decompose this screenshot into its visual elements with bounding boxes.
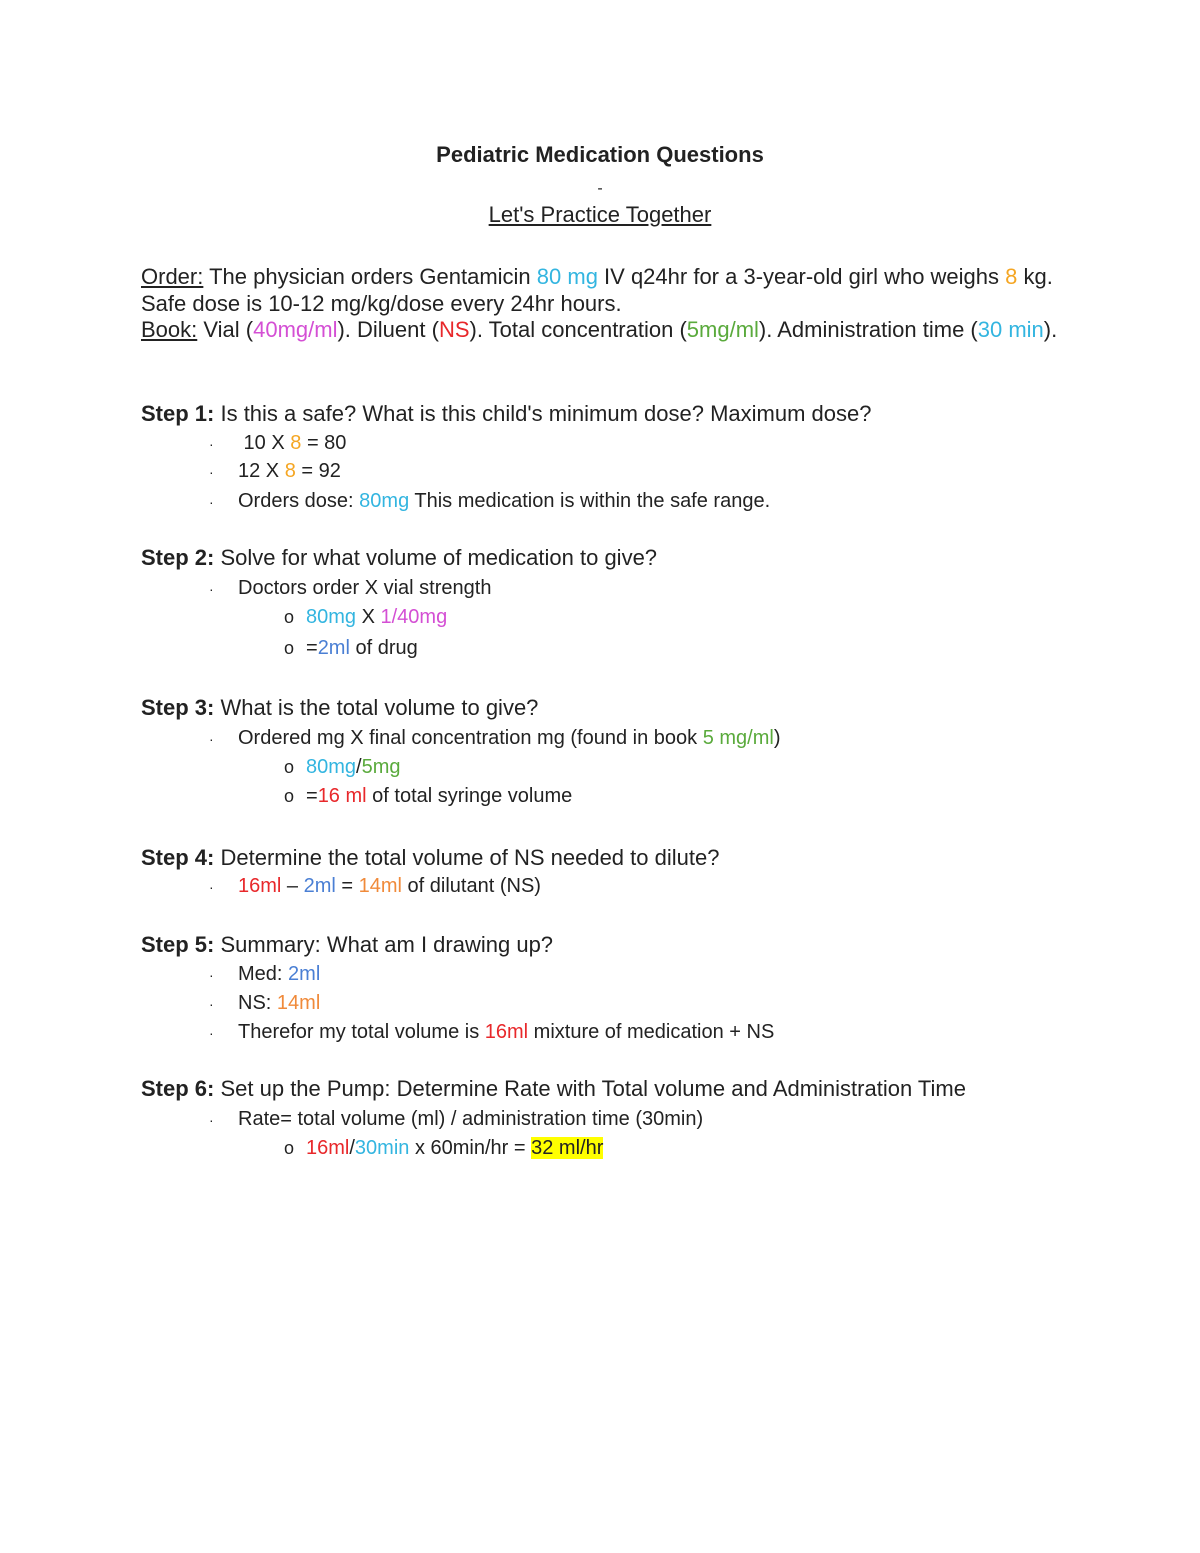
bullet-icon: · [209, 878, 214, 895]
step-question: Summary: What am I drawing up? [214, 932, 554, 957]
item-text: x 60min/hr = [409, 1137, 532, 1159]
item-text: = 92 [295, 460, 341, 482]
step-6-heading [141, 1076, 966, 1102]
total-volume-value: 16ml [306, 1137, 350, 1159]
item-text: X [356, 606, 381, 628]
list-item [209, 991, 320, 1016]
sub-list-item [284, 1136, 603, 1160]
bullet-icon: · [209, 580, 214, 597]
item-text: 12 X [238, 460, 285, 482]
item-text: This medication is within the safe range. [409, 490, 771, 512]
list-item [209, 1020, 774, 1045]
ns-volume-value: 14ml [276, 992, 321, 1014]
book-text: ). Diluent ( [337, 317, 439, 343]
sub-bullet-icon: o [284, 1138, 295, 1158]
item-text: = [306, 637, 318, 659]
sub-list-item [284, 636, 418, 660]
item-text: of total syringe volume [366, 785, 573, 807]
item-text: of dilutant (NS) [402, 875, 541, 897]
item-text: Rate= total volume (ml) / administration time (30min) [238, 1108, 704, 1130]
list-item [209, 459, 341, 484]
bullet-icon: · [209, 493, 214, 510]
weight-value: 8 [284, 460, 296, 482]
sub-list-item [284, 605, 447, 629]
item-text: NS: [238, 992, 277, 1014]
drug-volume-value: 2ml [288, 963, 321, 985]
order-label: Order: [141, 264, 204, 289]
sub-bullet-icon: o [284, 638, 295, 658]
page-subtitle: Let's Practice Together [488, 202, 712, 227]
item-text: mixture of medication + NS [528, 1021, 775, 1043]
book-text: ). Administration time ( [758, 317, 978, 343]
total-volume-value: 16ml [484, 1021, 529, 1043]
book-vial: 40mg/ml [253, 317, 338, 343]
item-text: = [335, 875, 359, 897]
book-label: Book: [141, 317, 198, 343]
item-text: / [356, 756, 362, 778]
step-1-heading [141, 401, 871, 427]
sub-list-item [284, 784, 572, 808]
ns-volume-value: 14ml [358, 875, 402, 897]
list-item [209, 962, 320, 987]
list-item [209, 1107, 703, 1132]
concentration-value: 5mg [361, 756, 401, 778]
concentration-value: 5 mg/ml [702, 727, 774, 749]
step-question: What is the total volume to give? [214, 695, 539, 720]
list-item [209, 431, 346, 456]
rate-result: 32 ml/hr [531, 1137, 604, 1159]
item-text: Ordered mg X final concentration mg (found in book [238, 727, 703, 749]
item-text: / [349, 1137, 355, 1159]
book-text: ). [1043, 317, 1058, 343]
step-2-heading [141, 545, 657, 571]
item-text: ) [773, 727, 781, 749]
order-text: The physician orders Gentamicin [203, 264, 537, 289]
page-title: Pediatric Medication Questions [436, 142, 764, 167]
dose-value: 80mg [359, 490, 410, 512]
order-dose: 80 mg [536, 264, 598, 289]
step-question: Set up the Pump: Determine Rate with Total volume and Administration Time [214, 1076, 966, 1101]
step-label: Step 1: [141, 401, 215, 426]
item-text: Med: [238, 963, 289, 985]
bullet-icon: · [209, 730, 214, 747]
total-volume-value: 16ml [238, 875, 282, 897]
bullet-icon: · [209, 1024, 214, 1041]
step-question: Is this a safe? What is this child's minimum dose? Maximum dose? [214, 401, 872, 426]
bullet-icon: · [209, 995, 214, 1012]
step-5-heading [141, 932, 553, 958]
dose-value: 80mg [306, 606, 357, 628]
sub-bullet-icon: o [284, 786, 295, 806]
item-text: Orders dose: [238, 490, 360, 512]
sub-bullet-icon: o [284, 607, 295, 627]
total-volume-value: 16 ml [317, 785, 367, 807]
step-label: Step 6: [141, 1076, 215, 1101]
vial-value: 1/40mg [380, 606, 448, 628]
order-text: IV q24hr for a 3-year-old girl who weighs [597, 264, 1006, 289]
item-text: = [306, 785, 318, 807]
drug-volume-value: 2ml [317, 637, 350, 659]
step-question: Determine the total volume of NS needed to dilute? [214, 845, 720, 870]
list-item [209, 726, 781, 751]
step-3-heading [141, 695, 538, 721]
bullet-icon: · [209, 1111, 214, 1128]
bullet-icon: · [209, 435, 214, 452]
sub-bullet-icon: o [284, 757, 295, 777]
item-text: of drug [349, 637, 418, 659]
drug-volume-value: 2ml [303, 875, 336, 897]
item-text: 10 X [238, 432, 291, 454]
time-value: 30min [354, 1137, 410, 1159]
list-item [209, 576, 491, 601]
step-label: Step 3: [141, 695, 215, 720]
list-item [209, 489, 770, 514]
weight-value: 8 [290, 432, 302, 454]
order-block [141, 264, 1061, 344]
sub-list-item [284, 755, 401, 779]
item-text: Doctors order X vial strength [238, 577, 492, 599]
step-4-heading [141, 845, 719, 871]
item-text: Therefor my total volume is [238, 1021, 485, 1043]
item-text: = 80 [301, 432, 347, 454]
book-text: ). Total concentration ( [469, 317, 687, 343]
step-question: Solve for what volume of medication to give? [214, 545, 658, 570]
list-item [209, 874, 541, 899]
book-text: Vial ( [197, 317, 254, 343]
item-text: – [281, 875, 304, 897]
book-concentration: 5mg/ml [686, 317, 759, 343]
title-separator: - [597, 180, 603, 197]
bullet-icon: · [209, 463, 214, 480]
order-weight: 8 [1005, 264, 1018, 289]
step-label: Step 2: [141, 545, 215, 570]
bullet-icon: · [209, 966, 214, 983]
step-label: Step 5: [141, 932, 215, 957]
book-time: 30 min [977, 317, 1044, 343]
step-label: Step 4: [141, 845, 215, 870]
dose-value: 80mg [306, 756, 357, 778]
book-diluent: NS [438, 317, 470, 343]
order-text: kg. Safe dose is 10-12 mg/kg/dose every 24hr hours. [141, 264, 1053, 316]
